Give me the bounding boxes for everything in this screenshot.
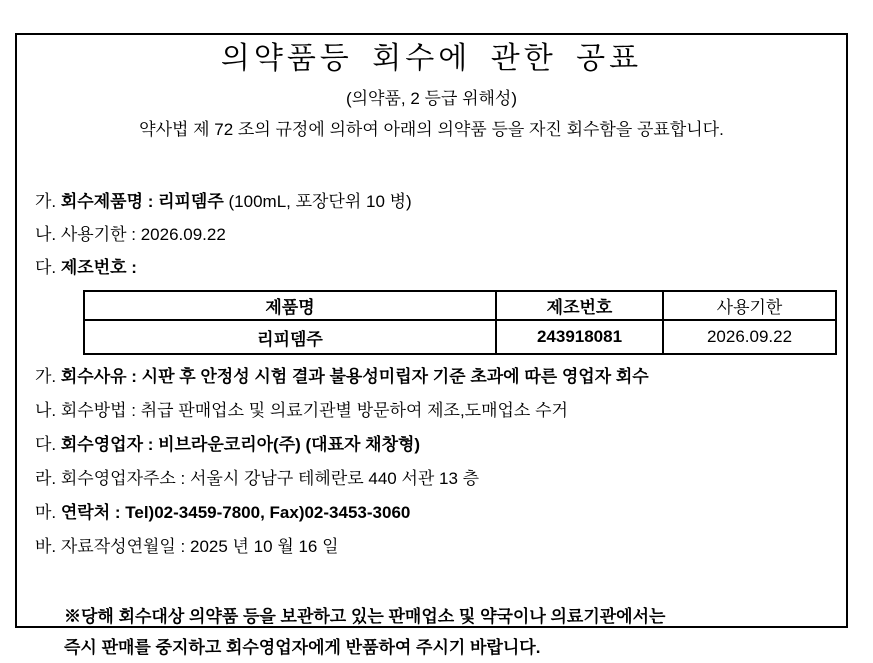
item-prefix: 바. — [35, 537, 61, 556]
item-bold-text: 회수영업자 : 비브라운코리아(주) (대표자 채창형) — [60, 435, 421, 454]
item-prefix: 다. — [35, 435, 61, 454]
item-prefix: 가. — [35, 367, 61, 386]
cell-lot-number: 243918081 — [496, 320, 663, 354]
footer-notice-line1: ※당해 회수대상 의약품 등을 보관하고 있는 판매업소 및 약국이나 의료기관에서는 — [64, 607, 666, 626]
page-subtitle: (의약품, 2 등급 위해성) — [345, 89, 518, 108]
item-prefix: 나. — [35, 225, 61, 244]
item-bold-text: 연락처 : Tel)02-3459-7800, Fax)02-3453-3060 — [60, 503, 411, 522]
item-prefix: 다. — [35, 258, 61, 277]
column-header-product-name: 제품명 — [84, 291, 496, 320]
table-row — [84, 320, 836, 354]
page-title: 의약품등 회수에 관한 공표 — [220, 42, 643, 75]
list-item-expiry — [35, 218, 846, 251]
table-header-row — [84, 291, 836, 320]
column-header-expiry: 사용기한 — [663, 291, 836, 320]
item-text: (100mL, 포장단위 10 병) — [223, 192, 412, 211]
footer-notice — [17, 601, 846, 663]
list-item-recall-company — [35, 428, 846, 462]
list-item-recall-reason — [35, 360, 846, 394]
recall-product-table — [83, 290, 837, 355]
list-item-lot-number — [35, 251, 846, 284]
item-prefix: 나. — [35, 401, 61, 420]
list-item-document-date — [35, 530, 846, 564]
footer-notice-line2: 즉시 판매를 중지하고 회수영업자에게 반품하여 주시기 바랍니다. — [64, 638, 541, 657]
item-bold-text: 회수제품명 : 리피뎀주 — [60, 192, 224, 211]
recall-info-list-bottom — [17, 360, 846, 564]
item-prefix: 라. — [35, 469, 61, 488]
cell-product-name: 리피뎀주 — [84, 320, 496, 354]
intro-text: 약사법 제 72 조의 규정에 의하여 아래의 의약품 등을 자진 회수함을 공표합니다. — [139, 120, 724, 139]
item-bold-text: 제조번호 : — [60, 258, 137, 277]
item-text: 사용기한 : 2026.09.22 — [60, 225, 226, 244]
item-prefix: 마. — [35, 503, 61, 522]
list-item-recall-method — [35, 394, 846, 428]
item-text: 회수방법 : 취급 판매업소 및 의료기관별 방문하여 제조,도매업소 수거 — [60, 401, 568, 420]
list-item-company-address — [35, 462, 846, 496]
list-item-contact — [35, 496, 846, 530]
list-item-product-name — [35, 185, 846, 218]
item-bold-text: 회수사유 : 시판 후 안정성 시험 결과 불용성미립자 기준 초과에 따른 영업자 회수 — [60, 367, 649, 386]
notice-page — [15, 33, 848, 657]
column-header-lot-number: 제조번호 — [496, 291, 663, 320]
item-prefix: 가. — [35, 192, 61, 211]
recall-info-list-top — [17, 185, 846, 284]
item-text: 자료작성연월일 : 2025 년 10 월 16 일 — [60, 537, 339, 556]
cell-expiry: 2026.09.22 — [663, 320, 836, 354]
item-text: 회수영업자주소 : 서울시 강남구 테헤란로 440 서관 13 층 — [60, 469, 480, 488]
